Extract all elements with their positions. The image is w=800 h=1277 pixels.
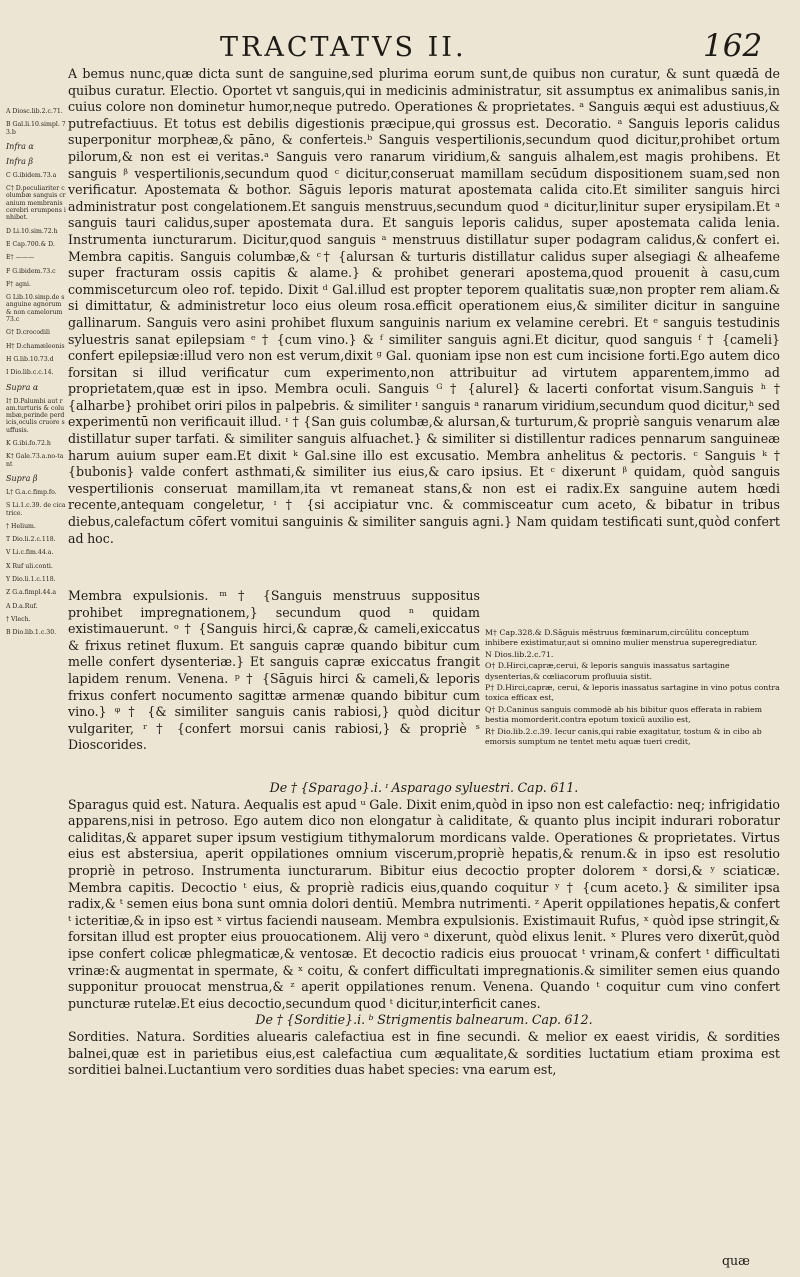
- margin-note: Infra α: [6, 141, 34, 151]
- footnote: O† D.Hirci,capræ,cerui, & leporis sanguis inassatus sartagine dysenterias,& cœliacorum profluuia sistit.: [485, 661, 730, 681]
- margin-note: A D.a.Ruf.: [6, 602, 38, 610]
- page-number: 162: [703, 28, 763, 64]
- margin-note: B Gal.li.10.simpl. 73.b: [6, 121, 66, 136]
- chapter-heading: De † {Sorditie}.i. ᵇ Strigmentis balnearum. Cap. 612.: [255, 1012, 593, 1028]
- footnote: N Dios.lib.2.c.71.: [485, 649, 554, 659]
- margin-note: T Dio.li.2.c.118.: [6, 536, 56, 544]
- margin-note: D Li.10.sim.72.h: [6, 227, 58, 235]
- footnote: M† Cap.328.& D.Sāguis mēstruus fœminarum,circūlitu conceptum inhibere existimatur,aut si omnino mulier menstrua superegrediatur.: [485, 628, 758, 648]
- margin-note: B Dio.lib.1.c.30.: [6, 629, 57, 637]
- margin-note: F† agni.: [6, 280, 31, 288]
- catchword: quæ: [722, 1253, 751, 1268]
- margin-note: † Helium.: [6, 522, 36, 530]
- margin-note: Supra β: [6, 473, 38, 483]
- margin-note: G Lib.10.simp.de sanguine agnorum & non camelorum 73.c: [6, 294, 65, 324]
- lower-text-block: [68, 780, 780, 1250]
- margin-note: Supra α: [6, 382, 39, 392]
- margin-note: G† D.crocodili: [6, 329, 50, 337]
- margin-note: Y Dio.li.1.c.118.: [6, 575, 56, 583]
- margin-note: C† D.peculiariter columbæ sanguis cranium membranis cerebri erumpens inhibet.: [6, 185, 66, 222]
- chapter-heading: De † {Sparago}.i. ᶦ Asparago syluestri. Cap. 611.: [269, 780, 579, 795]
- margin-note: H† D.chamæleonis: [6, 342, 65, 350]
- footnote: P† D.Hirci,capræ, cerui, & leporis inassatus sartagine in vino potus contra toxica efficax est,: [485, 683, 780, 703]
- margin-note: V Li.c.fim.44.a.: [6, 549, 54, 557]
- margin-note: K† Gale.73.a.no-tant: [6, 453, 64, 468]
- left-column-text: [68, 588, 480, 778]
- margin-note: I† D.Palumbi aut ram.turturis & columbæ,perinde perdicis,oculis cruore suffusis.: [6, 397, 65, 434]
- margin-note: L† G.a.c.fimp.fo.: [6, 488, 57, 496]
- main-text-block: [68, 66, 780, 588]
- margin-note: H G.lib.10.73.d: [6, 355, 54, 363]
- margin-note: E Cap.700.& D.: [6, 240, 55, 248]
- footnote: Q† D.Caninus sanguis commodè ab his bibitur quos efferata in rabiem bestia momorderit.contra epotum toxicū auxilio est,: [485, 704, 763, 725]
- chapter-paragraph: Sparagus quid est. Natura. Aequalis est apud ᵘ Gale. Dixit enim,quòd in ipso non est calefactio: neq; infrigidatio apparens,nisi in petroso. Ego autem dico non elongatur à caliditate, & quanto plus incipit indurari roboratur caliditas,& apparet super ipsum vestigium tithymalorum mordicans valde. Operationes & proprietates. Virtus eius est abstersiua, aperit oppilationes omnium viscerum,propriè hepatis,& renum.& in ipso est resolutio propriè in petroso. Instrumenta iuncturarum. Bibitur eius decoctio propter dolorem ˣ dorsi,& ʸ sciaticæ. Membra capitis. Decoctio ᵗ eius, & propriè radicis eius,quando coquitur ʸ † {cum aceto.} & similiter ipsa radix,& ᵗ semen eius bona sunt omnia dolori dentiū. Membra nutrimenti. ᶻ Aperit oppilationes hepatis,& confert ᵗ icteritiæ,& in ipso est ˣ virtus faciendi nauseam. Membra expulsionis. Existimauit Rufus, ˣ quòd ipse stringit,& forsitan illud est propter eius prouocationem. Alij vero ᵃ dixerunt, quòd elixus lenit. ˣ Plures vero dixerūt,quòd ipse confert colicæ phlegmaticæ,& ventosæ. Et decoctio radicis eius prouocat ᵗ vrinam,& confert ᵗ difficultati vrinæ:& augmentat in spermate, & ˣ coitu, & confert difficultati impregnationis.& similiter semen eius quando supponitur prouocat menstrua,& ᶻ aperit oppilationes renum. Venena. Quando ᵗ coquitur cum vino confert puncturæ rutelæ.Et eius decoctio,secundum quod ᵗ dicitur,interficit canes.: [68, 796, 780, 1011]
- footnote-box: [485, 628, 780, 748]
- running-head: [0, 30, 800, 70]
- margin-note: C G.ibidem.73.a: [6, 171, 57, 179]
- margin-note: K G.ibi.fo.72.h: [6, 440, 51, 448]
- chapter-paragraph: Sordities. Natura. Sordities aluearis calefactiua est in fine secundi. & melior ex eaest viridis, & sordities balnei,quæ est in parietibus eius,est calefactiua cum æqualitate,& sordities luctatium etiam proxima est sorditiei balnei.Luctantium vero sordities duas habet species: vna earum est,: [68, 1028, 780, 1078]
- margin-note: F G.ibidem.73.c: [6, 267, 56, 275]
- main-paragraph: A bemus nunc,quæ dicta sunt de sanguine,sed plurima eorum sunt,de quibus non curatur, & sunt quædā de quibus curatur. Electio. Oportet vt sanguis,qui in medicinis administratur, sit assumptus ex animalibus sanis,in cuius colore non dominetur humor,neque putredo. Operationes & proprietates. ᵃ Sanguis æqui est adustiuus,& putrefactiuus. Et totus est debilis digestionis præcipue,qui grossus est. Decoratio. ᵃ Sanguis leporis calidus superponitur morpheæ,& pāno, & conferteis.ᵇ Sanguis vespertilionis,secundum quod dicitur,prohibet ortum pilorum,& non est ei veritas.ᵃ Sanguis vero ranarum viridium,& sanguis alhalem,est magis prohibens. Et sanguis ᵝ vespertilionis,secundum quod ᶜ dicitur,conseruat mamillam secūdum dispositionem suam,sed non verificatur. Apostemata & bothor. Sāguis leporis maturat apostemata calida cito.Et similiter sanguis hirci administratur post congelationem.Et sanguis menstruus,secundum quod ᵃ dicitur,linitur super erysipilam.Et ᵃ sanguis tauri calidus,super apostemata dura. Et sanguis leporis calidus, super apostemata calida lenia. Instrumenta iuncturarum. Dicitur,quod sanguis ᵃ menstruus distillatur super podagram calidus,& confert ei. Membra capitis. Sanguis columbæ,& ᶜ† {alursan & turturis distillatur calidus super alsegiagi & alheafeme super fracturam ossis capitis & alame.} & prohibet generari apostema,quod prouenit à casu,cum commisceturcum oleo rof. tepido. Dixit ᵈ Gal.illud est propter teporem qualitatis suæ,non propter rem aliam.& si dimittatur, & administretur loco eius oleum rosa.efficit operationem eius,& similiter dicitur in sanguine gallinarum. Sanguis vero asini prohibet fluxum sanguinis narium ex velamine cerebri. Et ᵉ sanguis testudinis syluestris sanat epilepsiam ᵉ † {cum vino.} & ᶠ similiter sanguis agni.Et dicitur, quod sanguis ᶠ † {cameli} confert epilepsiæ:illud vero non est verum,dixit ᵍ Gal. quoniam ipse non est cum incisione forti.Ego autem dico forsitan si illud verificatur cum experimento,non attribuitur ad virtutem apparentem,immo ad proprietatem,quæ est in ipso. Membra oculi. Sanguis ᴳ † {alurel} & lacerti confortat visum.Sanguis ʰ † {alharbe} prohibet oriri pilos in palpebris. & similiter ᶦ sanguis ᵃ ranarum viridium,secundum quod dicitur,ʰ sed experimentū non verificauit illud. ᶦ † {San guis columbæ,& alursan,& turturum,& propriè sanguis venarum alæ distillatur super tarfati. & similiter sanguis alfuachet.} & similiter si distillentur radices pennarum sanguineæ harum auium super eam.Et dixit ᵏ Gal.sine illo est excusatio. Membra anhelitus & pectoris. ᶜ Sanguis ᵏ † {bubonis} valde confert asthmati,& similiter ius eius,& caro ipsius. Et ᶜ dixerunt ᵝ quidam, quòd sanguis vespertilionis conseruat mamillam,ita vt remaneat stans,& non est ei radix.Ex sanguine autem hœdi recente,antequam congeletur, ᶦ † {si accipiatur vnc. & commisceatur cum aceto, & bibatur in tribus diebus,calefactum cōfert vomitui sanguinis & similiter sanguis agni.} Nam quidam testificati sunt,quòd confert ad hoc.: [68, 66, 780, 546]
- margin-note: I Dio.lib.c.c.14.: [6, 369, 54, 377]
- margin-note: S Li.1.c.39. de cicatrice.: [6, 502, 66, 517]
- margin-note: Infra β: [6, 156, 34, 166]
- marginal-notes: [6, 108, 66, 1258]
- running-title: TRACTATVS II.: [220, 32, 467, 63]
- footnote: R† Dio.lib.2.c.39. Iecur canis,qui rabie exagitatur, tostum & in cibo ab emorsis sumptum ne tentet metu aquæ tueri credit,: [485, 726, 762, 747]
- margin-note: † Vlech.: [6, 615, 31, 623]
- margin-note: X Ruf uli.conti.: [6, 562, 53, 570]
- expulsion-paragraph: Membra expulsionis. ᵐ † {Sanguis menstruus suppositus prohibet impregnationem,} secundum quod ⁿ quidam existimauerunt. ᵒ † {Sanguis hirci,& capræ,& cameli,exiccatus & frixus retinet fluxum. Et sanguis capræ quando bibitur cum melle confert dysenteriæ.} Et sanguis capræ exiccatus frangit lapidem renum. Venena. ᵖ † {Sāguis hirci & cameli,& leporis frixus confert nocumento sagittæ armenæ quando bibitur cum vino.} ᵠ † {& similiter sanguis canis rabiosi,} quòd dicitur vulgariter, ʳ † {confert morsui canis rabiosi,} & propriè ˢ Dioscorides.: [68, 588, 480, 753]
- margin-note: E† ———: [6, 254, 35, 262]
- margin-note: Z G.a.fimpl.44.a: [6, 589, 57, 597]
- margin-note: A Diosc.lib.2.c.71.: [6, 108, 63, 115]
